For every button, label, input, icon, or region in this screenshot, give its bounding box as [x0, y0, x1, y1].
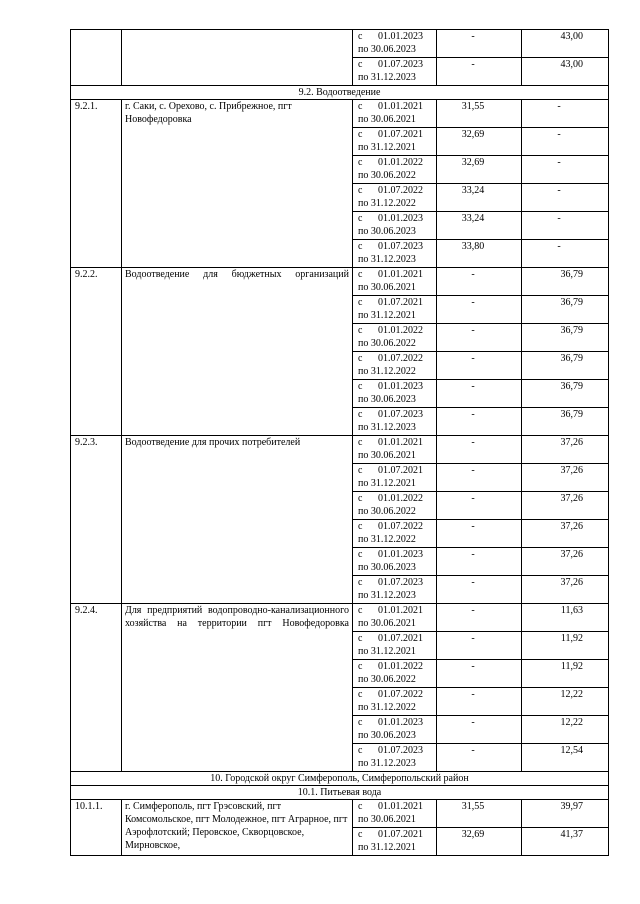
- tariff-value-2: 43,00: [522, 30, 609, 58]
- period-end: по 30.06.2021: [358, 282, 416, 293]
- period-cell: [353, 604, 437, 632]
- period-start: [358, 352, 433, 365]
- period-cell: [353, 492, 437, 520]
- tariff-value-2: -: [522, 240, 609, 268]
- period-cell: [353, 464, 437, 492]
- period-end: по 31.12.2022: [358, 702, 416, 713]
- period-cell: [353, 436, 437, 464]
- tariff-value-2: 43,00: [522, 58, 609, 86]
- period-from-prefix: с: [358, 31, 363, 42]
- period-from-date: 01.01.2023: [378, 381, 423, 392]
- period-start: [358, 660, 433, 673]
- tariff-value-1: -: [437, 436, 522, 464]
- period-from-date: 01.07.2022: [378, 689, 423, 700]
- period-from-prefix: с: [358, 829, 363, 840]
- period-start: [358, 548, 433, 561]
- period-end: по 31.12.2021: [358, 646, 416, 657]
- tariff-table: [70, 29, 609, 856]
- period-from-date: 01.07.2022: [378, 353, 423, 364]
- table-row: [71, 100, 609, 128]
- period-from-prefix: с: [358, 549, 363, 560]
- period-from-date: 01.07.2023: [378, 59, 423, 70]
- period-start: [358, 240, 433, 253]
- period-end: по 30.06.2022: [358, 170, 416, 181]
- period-end: по 30.06.2023: [358, 226, 416, 237]
- period-from-date: 01.07.2021: [378, 829, 423, 840]
- period-from-date: 01.01.2021: [378, 269, 423, 280]
- period-cell: [353, 212, 437, 240]
- section-title: 9.2. Водоотведение: [71, 86, 609, 100]
- period-end: по 30.06.2021: [358, 114, 416, 125]
- period-from-date: 01.07.2021: [378, 129, 423, 140]
- item-name: [122, 604, 353, 772]
- tariff-value-2: 36,79: [522, 268, 609, 296]
- item-name: [122, 268, 353, 436]
- tariff-value-2: 37,26: [522, 520, 609, 548]
- period-from-date: 01.07.2023: [378, 577, 423, 588]
- period-end: по 31.12.2022: [358, 366, 416, 377]
- tariff-value-2: 36,79: [522, 296, 609, 324]
- period-from-prefix: с: [358, 59, 363, 70]
- item-number: 9.2.4.: [71, 604, 122, 772]
- period-start: [358, 184, 433, 197]
- period-end: по 31.12.2021: [358, 142, 416, 153]
- period-cell: [353, 324, 437, 352]
- item-name: [122, 800, 353, 856]
- tariff-value-1: -: [437, 324, 522, 352]
- tariff-value-1: -: [437, 408, 522, 436]
- tariff-value-1: -: [437, 352, 522, 380]
- period-from-prefix: с: [358, 381, 363, 392]
- period-start: [358, 688, 433, 701]
- period-from-date: 01.07.2022: [378, 185, 423, 196]
- period-start: [358, 520, 433, 533]
- period-from-prefix: с: [358, 465, 363, 476]
- period-cell: [353, 828, 437, 856]
- period-start: [358, 576, 433, 589]
- tariff-value-2: 11,92: [522, 660, 609, 688]
- period-from-prefix: с: [358, 801, 363, 812]
- tariff-value-1: 31,55: [437, 100, 522, 128]
- period-from-date: 01.07.2021: [378, 633, 423, 644]
- period-from-prefix: с: [358, 661, 363, 672]
- period-start: [358, 380, 433, 393]
- period-start: [358, 296, 433, 309]
- tariff-value-1: 32,69: [437, 128, 522, 156]
- tariff-value-2: 12,22: [522, 716, 609, 744]
- tariff-value-1: -: [437, 548, 522, 576]
- item-number: 10.1.1.: [71, 800, 122, 856]
- item-number: 9.2.1.: [71, 100, 122, 268]
- period-end: по 30.06.2021: [358, 450, 416, 461]
- section-title: 10. Городской округ Симферополь, Симферопольский район: [71, 772, 609, 786]
- period-from-date: 01.01.2021: [378, 101, 423, 112]
- period-start: [358, 100, 433, 113]
- period-from-prefix: с: [358, 745, 363, 756]
- period-from-prefix: с: [358, 101, 363, 112]
- period-from-date: 01.01.2023: [378, 717, 423, 728]
- tariff-value-1: -: [437, 464, 522, 492]
- tariff-value-1: -: [437, 604, 522, 632]
- period-from-date: 01.07.2023: [378, 241, 423, 252]
- period-end: по 30.06.2023: [358, 394, 416, 405]
- period-end: по 31.12.2022: [358, 534, 416, 545]
- tariff-value-1: -: [437, 660, 522, 688]
- tariff-value-2: 12,54: [522, 744, 609, 772]
- period-from-prefix: с: [358, 129, 363, 140]
- period-cell: [353, 352, 437, 380]
- tariff-value-1: -: [437, 520, 522, 548]
- period-from-prefix: с: [358, 269, 363, 280]
- period-from-date: 01.01.2022: [378, 493, 423, 504]
- period-cell: [353, 520, 437, 548]
- tariff-value-1: 33,80: [437, 240, 522, 268]
- period-start: [358, 716, 433, 729]
- tariff-value-2: 37,26: [522, 464, 609, 492]
- section-header-row: [71, 772, 609, 786]
- period-cell: [353, 548, 437, 576]
- period-start: [358, 212, 433, 225]
- tariff-value-2: -: [522, 212, 609, 240]
- item-name-text: г. Саки, с. Орехово, с. Прибрежное, пгт Новофедоровка: [125, 101, 292, 125]
- item-name-text: Для предприятий водопроводно-канализационного хозяйства на территории пгт Новофедоровка: [125, 605, 349, 629]
- period-end: по 30.06.2023: [358, 730, 416, 741]
- tariff-value-2: 36,79: [522, 408, 609, 436]
- period-from-prefix: с: [358, 577, 363, 588]
- period-end: по 30.06.2022: [358, 506, 416, 517]
- tariff-value-2: -: [522, 128, 609, 156]
- period-from-date: 01.01.2023: [378, 549, 423, 560]
- period-end: по 31.12.2023: [358, 72, 416, 83]
- tariff-value-1: -: [437, 296, 522, 324]
- tariff-value-1: -: [437, 744, 522, 772]
- tariff-value-1: -: [437, 30, 522, 58]
- period-from-date: 01.01.2021: [378, 437, 423, 448]
- table-row: [71, 800, 609, 828]
- period-end: по 31.12.2023: [358, 254, 416, 265]
- period-cell: [353, 156, 437, 184]
- period-end: по 31.12.2021: [358, 842, 416, 853]
- table-row: [71, 436, 609, 464]
- period-start: [358, 492, 433, 505]
- table-row: [71, 268, 609, 296]
- period-cell: [353, 632, 437, 660]
- period-end: по 31.12.2023: [358, 422, 416, 433]
- period-from-prefix: с: [358, 633, 363, 644]
- period-end: по 30.06.2022: [358, 338, 416, 349]
- period-end: по 31.12.2023: [358, 590, 416, 601]
- period-from-date: 01.01.2023: [378, 31, 423, 42]
- period-from-date: 01.01.2021: [378, 801, 423, 812]
- item-name-text: г. Симферополь, пгт Грэсовский, пгт Комсомольское, пгт Молодежное, пгт Аграрное, пгт Аэрофлотский; Перовское, Скворцовское, Мирновское,: [125, 801, 348, 851]
- period-from-prefix: с: [358, 157, 363, 168]
- period-from-date: 01.01.2023: [378, 213, 423, 224]
- period-start: [358, 464, 433, 477]
- tariff-value-1: -: [437, 380, 522, 408]
- tariff-value-2: 37,26: [522, 436, 609, 464]
- period-cell: [353, 30, 437, 58]
- period-from-prefix: с: [358, 241, 363, 252]
- period-cell: [353, 576, 437, 604]
- period-from-prefix: с: [358, 353, 363, 364]
- period-cell: [353, 380, 437, 408]
- item-name-text: Водоотведение для прочих потребителей: [125, 437, 301, 448]
- table-row: [71, 30, 609, 58]
- period-from-prefix: с: [358, 689, 363, 700]
- tariff-value-1: 33,24: [437, 212, 522, 240]
- period-end: по 31.12.2021: [358, 310, 416, 321]
- period-start: [358, 436, 433, 449]
- tariff-value-1: -: [437, 268, 522, 296]
- table-row: [71, 604, 609, 632]
- period-from-date: 01.07.2022: [378, 521, 423, 532]
- tariff-value-1: 32,69: [437, 156, 522, 184]
- period-end: по 30.06.2023: [358, 44, 416, 55]
- period-from-prefix: с: [358, 605, 363, 616]
- period-from-prefix: с: [358, 437, 363, 448]
- section-header-row: [71, 786, 609, 800]
- period-start: [358, 632, 433, 645]
- tariff-table-body: [71, 30, 609, 856]
- period-from-prefix: с: [358, 717, 363, 728]
- period-cell: [353, 660, 437, 688]
- item-number: 9.2.3.: [71, 436, 122, 604]
- period-from-date: 01.07.2023: [378, 409, 423, 420]
- period-end: по 31.12.2022: [358, 198, 416, 209]
- period-cell: [353, 716, 437, 744]
- tariff-value-2: 11,63: [522, 604, 609, 632]
- tariff-value-2: 12,22: [522, 688, 609, 716]
- tariff-value-2: 37,26: [522, 492, 609, 520]
- period-from-prefix: с: [358, 297, 363, 308]
- period-cell: [353, 58, 437, 86]
- period-from-date: 01.01.2021: [378, 605, 423, 616]
- tariff-value-2: 36,79: [522, 352, 609, 380]
- tariff-value-1: -: [437, 576, 522, 604]
- section-header-row: [71, 86, 609, 100]
- period-from-date: 01.07.2023: [378, 745, 423, 756]
- period-end: по 30.06.2021: [358, 814, 416, 825]
- period-from-date: 01.01.2022: [378, 157, 423, 168]
- period-cell: [353, 240, 437, 268]
- period-start: [358, 828, 433, 841]
- item-name-text: Водоотведение для бюджетных организаций: [125, 269, 349, 280]
- period-from-date: 01.07.2021: [378, 465, 423, 476]
- period-start: [358, 604, 433, 617]
- period-cell: [353, 128, 437, 156]
- period-from-prefix: с: [358, 409, 363, 420]
- period-cell: [353, 100, 437, 128]
- period-start: [358, 408, 433, 421]
- period-cell: [353, 744, 437, 772]
- tariff-value-2: -: [522, 184, 609, 212]
- tariff-value-2: -: [522, 100, 609, 128]
- tariff-value-1: 32,69: [437, 828, 522, 856]
- tariff-value-2: 39,97: [522, 800, 609, 828]
- tariff-value-1: -: [437, 492, 522, 520]
- period-from-prefix: с: [358, 521, 363, 532]
- tariff-value-2: 37,26: [522, 548, 609, 576]
- item-number: [71, 30, 122, 86]
- period-cell: [353, 688, 437, 716]
- tariff-value-2: -: [522, 156, 609, 184]
- tariff-value-2: 36,79: [522, 380, 609, 408]
- period-from-prefix: с: [358, 493, 363, 504]
- period-start: [358, 324, 433, 337]
- tariff-value-1: -: [437, 716, 522, 744]
- period-start: [358, 58, 433, 71]
- item-number: 9.2.2.: [71, 268, 122, 436]
- period-start: [358, 800, 433, 813]
- period-cell: [353, 296, 437, 324]
- period-start: [358, 128, 433, 141]
- period-end: по 30.06.2022: [358, 674, 416, 685]
- item-name: [122, 100, 353, 268]
- section-title: 10.1. Питьевая вода: [71, 786, 609, 800]
- tariff-value-1: -: [437, 632, 522, 660]
- period-end: по 30.06.2023: [358, 562, 416, 573]
- item-name: [122, 30, 353, 86]
- tariff-value-2: 11,92: [522, 632, 609, 660]
- period-start: [358, 30, 433, 43]
- tariff-value-1: 31,55: [437, 800, 522, 828]
- period-cell: [353, 184, 437, 212]
- period-from-prefix: с: [358, 213, 363, 224]
- period-from-date: 01.07.2021: [378, 297, 423, 308]
- period-cell: [353, 800, 437, 828]
- tariff-value-2: 37,26: [522, 576, 609, 604]
- tariff-value-2: 41,37: [522, 828, 609, 856]
- tariff-value-1: 33,24: [437, 184, 522, 212]
- period-end: по 31.12.2021: [358, 478, 416, 489]
- period-from-prefix: с: [358, 325, 363, 336]
- period-from-date: 01.01.2022: [378, 325, 423, 336]
- period-end: по 30.06.2021: [358, 618, 416, 629]
- period-end: по 31.12.2023: [358, 758, 416, 769]
- tariff-value-2: 36,79: [522, 324, 609, 352]
- period-start: [358, 156, 433, 169]
- period-start: [358, 268, 433, 281]
- period-cell: [353, 408, 437, 436]
- period-start: [358, 744, 433, 757]
- period-from-date: 01.01.2022: [378, 661, 423, 672]
- tariff-value-1: -: [437, 58, 522, 86]
- tariff-value-1: -: [437, 688, 522, 716]
- period-cell: [353, 268, 437, 296]
- item-name: [122, 436, 353, 604]
- period-from-prefix: с: [358, 185, 363, 196]
